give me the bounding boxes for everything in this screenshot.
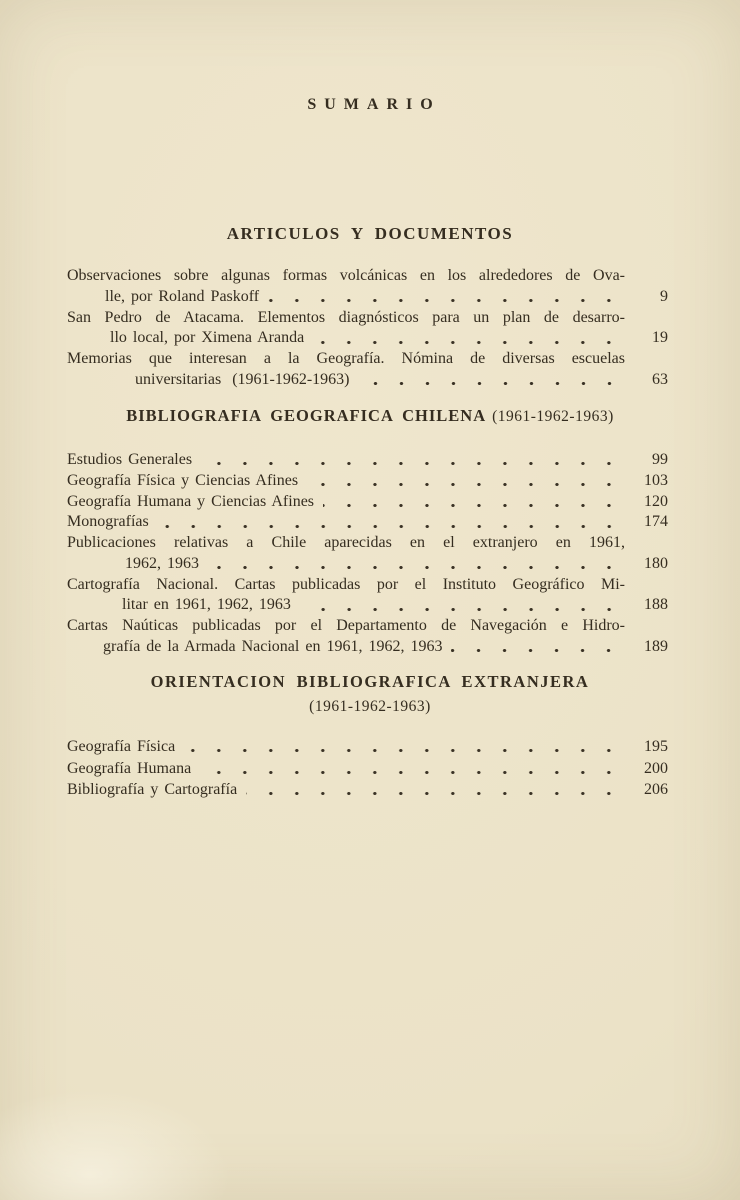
toc-entry-text: Memorias que interesan a la Geografía. Nómina de diversas escuelas [67, 350, 625, 368]
toc-entry [67, 595, 668, 616]
page-number: 180 [644, 554, 668, 572]
page-number: 120 [644, 492, 668, 510]
toc-entry-line [67, 349, 668, 370]
page-number: 19 [652, 329, 668, 347]
dot-leader [200, 758, 626, 780]
dot-leader [313, 328, 626, 349]
toc-entry [67, 736, 668, 758]
dot-leader [246, 779, 626, 801]
section-heading-years: (1961-1962-1963) [309, 698, 431, 715]
toc-entry-text: Geografía Humana [67, 759, 192, 777]
toc-entry-text: Observaciones sobre algunas formas volcánicas en los alrededores de Ova- [67, 267, 625, 284]
toc-entry [67, 637, 668, 658]
toc-section-orientacion-extranjera [67, 736, 668, 801]
section-heading-years: (1961-1962-1963) [492, 408, 614, 425]
toc-entry-text: Cartas Naúticas publicadas por el Departamento de Navegación e Hidro- [67, 617, 625, 634]
toc-entry-line [67, 575, 668, 596]
page-number: 9 [660, 287, 668, 305]
toc-entry [67, 370, 668, 391]
page-number: 103 [644, 471, 668, 489]
toc-entry [67, 471, 668, 492]
toc-entry-text: Publicaciones relativas a Chile aparecidas en el extranjero en 1961, [67, 534, 625, 551]
page-number: 189 [644, 637, 668, 655]
page-number: 200 [644, 759, 668, 777]
toc-entry [67, 287, 668, 308]
page-number: 63 [652, 370, 668, 388]
toc-entry-text: litar en 1961, 1962, 1963 [122, 596, 291, 614]
dot-leader [208, 554, 626, 575]
toc-section-articulos [67, 266, 668, 391]
dot-leader [158, 512, 626, 533]
toc-entry-text: universitarias (1961-1962-1963) [135, 370, 350, 388]
page-number: 174 [644, 513, 668, 531]
dot-leader [300, 595, 626, 616]
toc-entry [67, 328, 668, 349]
paper-highlight [0, 1090, 230, 1200]
toc-entry-text: 1962, 1963 [125, 554, 199, 572]
page-number: 188 [644, 596, 668, 614]
dot-leader [184, 736, 626, 758]
dot-leader [268, 287, 626, 308]
toc-entry-text: lle, por Roland Paskoff [105, 287, 260, 305]
toc-entry-text: grafía de la Armada Nacional en 1961, 1962, 1963 [103, 637, 443, 655]
toc-entry [67, 512, 668, 533]
dot-leader [323, 492, 626, 513]
toc-entry [67, 758, 668, 780]
page-number: 206 [644, 781, 668, 799]
toc-entry-line [67, 308, 668, 329]
toc-entry-text: Monografías [67, 513, 149, 531]
toc-entry-text: Estudios Generales [67, 451, 193, 468]
toc-entry [67, 492, 668, 513]
toc-entry [67, 779, 668, 801]
toc-entry-line [67, 533, 668, 554]
section-heading-orientacion-extranjera: ORIENTACION BIBLIOGRAFICA EXTRANJERA [150, 672, 590, 691]
toc-entry-text: Cartografía Nacional. Cartas publicadas por el Instituto Geográfico Mi- [67, 575, 625, 593]
toc-entry [67, 450, 668, 471]
dot-leader [307, 471, 626, 492]
toc-entry-text: Bibliografía y Cartografía [67, 781, 238, 799]
toc-entry-text: llo local, por Ximena Aranda [110, 329, 305, 347]
toc-entry [67, 554, 668, 575]
dot-leader [359, 370, 626, 391]
section-heading-text: BIBLIOGRAFIA GEOGRAFICA CHILENA [126, 406, 487, 425]
page-number: 99 [652, 451, 668, 468]
dot-leader [201, 450, 626, 471]
dot-leader [451, 637, 626, 658]
page-title: SUMARIO [307, 96, 441, 113]
page-number: 195 [644, 738, 668, 755]
toc-section-bibliografia-chilena [67, 450, 668, 658]
section-heading-bibliografia-chilena [0, 406, 740, 427]
section-heading-articulos: ARTICULOS Y DOCUMENTOS [226, 224, 514, 243]
toc-entry-line [67, 266, 668, 287]
toc-entry-text: Geografía Física y Ciencias Afines [67, 471, 299, 489]
toc-entry-text: Geografía Física [67, 738, 176, 755]
toc-entry-line [67, 616, 668, 637]
toc-entry-text: San Pedro de Atacama. Elementos diagnósticos para un plan de desarro- [67, 308, 625, 326]
toc-entry-text: Geografía Humana y Ciencias Afines [67, 492, 315, 510]
